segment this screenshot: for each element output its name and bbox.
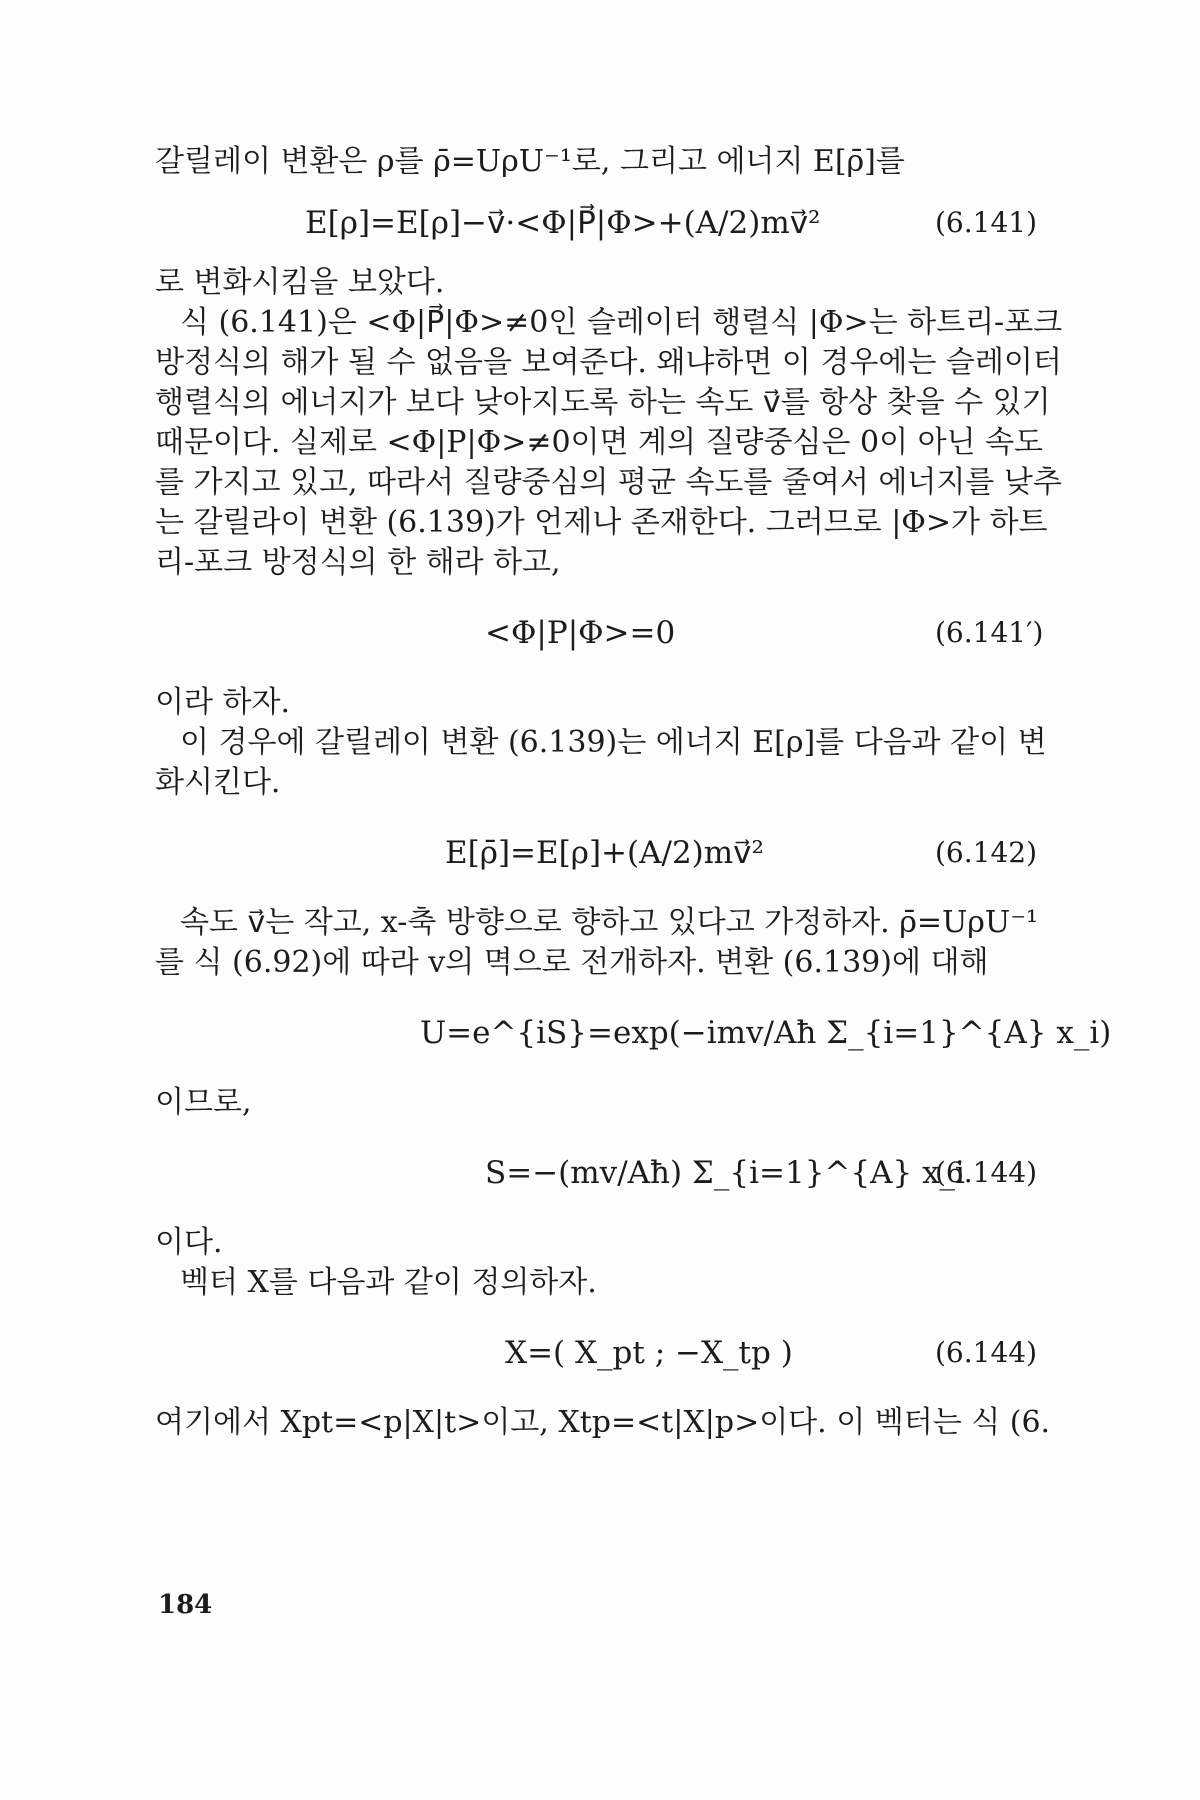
text-line-17: 벡터 X를 다음과 같이 정의하자. <box>180 1265 597 1300</box>
equation-6-141: E[ρ]=E[ρ]−v⃗·<Φ|P⃗|Φ>+(A/2)mv⃗² <box>305 205 821 241</box>
equation-number-6-144: (6.144) <box>935 1336 1038 1369</box>
equation-unitary: U=e^{iS}=exp(−imv/Aħ Σ_{i=1}^{A} x_i) <box>420 1015 1112 1051</box>
text-line-18: 여기에서 Xpt=<p|X|t>이고, Xtp=<t|X|p>이다. 이 벡터는 식 (6. <box>155 1405 1051 1440</box>
equation-6-143: S=−(mv/Aħ) Σ_{i=1}^{A} x_i <box>485 1155 965 1191</box>
text-line-15: 이므로, <box>155 1085 252 1120</box>
text-line-9: 리-포크 방정식의 한 해라 하고, <box>155 545 561 580</box>
equation-number-6-143: (6.144) <box>935 1156 1038 1189</box>
text-line-13: 속도 v⃗는 작고, x-축 방향으로 향하고 있다고 가정하자. ρ̄=UρU⁻¹ <box>180 905 1039 940</box>
equation-number-6-141-prime: (6.141′) <box>935 616 1044 649</box>
text-line-12: 화시킨다. <box>155 765 281 800</box>
equation-number-6-142: (6.142) <box>935 836 1038 869</box>
text-line-8: 는 갈릴라이 변환 (6.139)가 언제나 존재한다. 그러므로 |Φ>가 하트 <box>155 505 1048 540</box>
text-line-4: 방정식의 해가 될 수 없음을 보여준다. 왜냐하면 이 경우에는 슬레이터 <box>155 345 1062 380</box>
text-line-2: 로 변화시킴을 보았다. <box>155 265 445 300</box>
text-line-14: 를 식 (6.92)에 따라 v의 멱으로 전개하자. 변환 (6.139)에 대해 <box>155 945 989 980</box>
text-line-5: 행렬식의 에너지가 보다 낮아지도록 하는 속도 v⃗를 항상 찾을 수 있기 <box>155 385 1051 420</box>
text-line-6: 때문이다. 실제로 <Φ|P|Φ>≠0이면 계의 질량중심은 0이 아닌 속도 <box>155 425 1044 460</box>
equation-6-141-prime: <Φ|P|Φ>=0 <box>485 615 676 651</box>
equation-6-144: X=( X_pt ; −X_tp ) <box>505 1335 793 1371</box>
text-line-10: 이라 하자. <box>155 685 290 720</box>
text-line-1: 갈릴레이 변환은 ρ를 ρ̄=UρU⁻¹로, 그리고 에너지 E[ρ̄]를 <box>155 144 905 179</box>
equation-6-142: E[ρ̄]=E[ρ]+(A/2)mv⃗² <box>445 835 764 871</box>
equation-number-6-141: (6.141) <box>935 206 1038 239</box>
page-number: 184 <box>158 1590 213 1620</box>
text-line-3: 식 (6.141)은 <Φ|P⃗|Φ>≠0인 슬레이터 행렬식 |Φ>는 하트리-포크 <box>180 305 1063 340</box>
text-line-7: 를 가지고 있고, 따라서 질량중심의 평균 속도를 줄여서 에너지를 낮추 <box>155 465 1062 500</box>
text-line-16: 이다. <box>155 1225 223 1260</box>
text-line-11: 이 경우에 갈릴레이 변환 (6.139)는 에너지 E[ρ]를 다음과 같이 변 <box>180 725 1047 760</box>
